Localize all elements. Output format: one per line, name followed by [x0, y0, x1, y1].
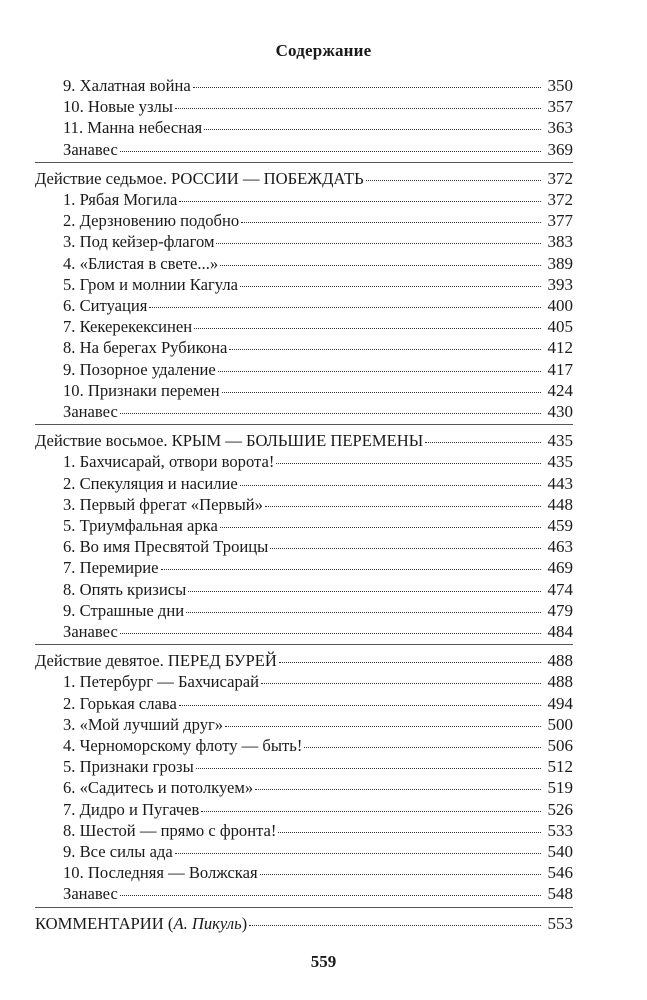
dot-leader: [229, 349, 541, 350]
toc-act-title: Действие девятое. ПЕРЕД БУРЕЙ: [35, 651, 277, 671]
toc-entry-page: 484: [547, 622, 573, 641]
toc-entry: [35, 862, 573, 884]
toc-commentary-page: 553: [547, 913, 573, 933]
toc-entry: [35, 96, 573, 118]
toc-entry-title: Занавес: [63, 139, 118, 159]
toc-entry: [35, 253, 573, 275]
dot-leader: [279, 662, 541, 663]
dot-leader: [220, 527, 541, 528]
toc-entry: [35, 189, 573, 211]
toc-entry: [35, 401, 573, 423]
toc-entry: [35, 337, 573, 359]
toc-entry-page: 540: [547, 842, 573, 861]
toc-entry-title: 7. Дидро и Пугачев: [63, 799, 200, 819]
toc-entry-title: 5. Триумфальная арка: [63, 516, 218, 535]
toc-entry-page: 506: [547, 736, 573, 755]
toc-entry: [35, 600, 573, 622]
toc-entry-page: 412: [547, 338, 573, 358]
dot-leader: [120, 895, 541, 896]
toc-entry: [35, 117, 573, 139]
commentary-label: КОММЕНТАРИИ (: [35, 913, 174, 933]
dot-leader: [149, 307, 541, 308]
toc-entry-title: 6. «Садитесь и потолкуем»: [63, 778, 254, 798]
toc-entry-page: 469: [547, 558, 573, 578]
page-number: 559: [310, 951, 337, 971]
toc-entry-page: 372: [547, 190, 573, 209]
dot-leader: [366, 180, 541, 181]
toc-entry: [35, 515, 573, 537]
dot-leader: [120, 151, 541, 152]
toc-entry-page: 526: [547, 799, 573, 819]
dot-leader: [278, 832, 541, 833]
toc-entry-title: 5. Гром и молнии Кагула: [63, 274, 238, 294]
toc-entry-title: 9. Все силы ада: [63, 842, 173, 861]
toc-entry-title: 6. Во имя Пресвятой Троицы: [63, 537, 269, 557]
toc-entry: [35, 316, 573, 338]
toc-act-title: Действие седьмое. РОССИИ — ПОБЕЖДАТЬ: [35, 168, 364, 188]
toc-entry-title: Занавес: [63, 884, 118, 904]
toc-entry: [35, 451, 573, 473]
toc-entry-page: 494: [547, 693, 573, 713]
toc-act-heading: [35, 168, 573, 190]
toc-entry-title: 2. Горькая слава: [63, 693, 177, 713]
toc-act-title: Действие восьмое. КРЫМ — БОЛЬШИЕ ПЕРЕМЕНЫ: [35, 431, 424, 451]
dot-leader: [120, 413, 541, 414]
toc-entry-title: 10. Признаки перемен: [63, 380, 220, 400]
toc-entry-title: Занавес: [63, 402, 118, 421]
toc-entry-title: 9. Страшные дни: [63, 600, 185, 620]
toc-act-page: 372: [547, 168, 573, 188]
toc-entry-page: 417: [547, 359, 573, 379]
toc-entry: [35, 295, 573, 317]
dot-leader: [255, 789, 541, 790]
section-divider: [35, 162, 573, 163]
dot-leader: [304, 747, 541, 748]
toc-entry-title: 8. Опять кризисы: [63, 579, 187, 599]
dot-leader: [186, 612, 541, 613]
toc-entry: [35, 756, 573, 778]
toc-entry-page: 424: [547, 380, 573, 400]
toc-entry-title: 2. Спекуляция и насилие: [63, 473, 238, 493]
toc-entry-title: 3. Под кейзер-флагом: [63, 232, 215, 252]
dot-leader: [194, 328, 541, 329]
toc-entry-title: 7. Кекерекексинен: [63, 317, 193, 337]
dot-leader: [276, 463, 541, 464]
dot-leader: [240, 286, 541, 287]
toc-entry-title: 4. Черноморскому флоту — быть!: [63, 736, 303, 755]
toc-entry-page: 474: [547, 579, 573, 599]
toc-entry-page: 488: [547, 672, 573, 692]
toc-entry-title: 5. Признаки грозы: [63, 757, 194, 777]
toc-entry-page: 393: [547, 274, 573, 294]
section-divider: [35, 424, 573, 425]
dot-leader: [425, 442, 541, 443]
toc-entry: [35, 621, 573, 643]
commentary-author: А. Пикуль: [173, 913, 242, 933]
toc-entry-page: 435: [547, 452, 573, 472]
toc-entry: [35, 210, 573, 232]
toc-entry-page: 405: [547, 317, 573, 337]
dot-leader: [261, 683, 541, 684]
toc-entry-title: 8. На берегах Рубикона: [63, 338, 228, 358]
toc-entry: [35, 714, 573, 736]
dot-leader: [120, 633, 541, 634]
dot-leader: [204, 129, 541, 130]
toc-entry: [35, 557, 573, 579]
toc-entry: [35, 380, 573, 402]
dot-leader: [179, 201, 541, 202]
commentary-paren-close: ): [241, 913, 248, 933]
toc-entry-page: 500: [547, 714, 573, 734]
toc-entry: [35, 139, 573, 161]
toc-entry-page: 350: [547, 76, 573, 95]
toc-entry: [35, 693, 573, 715]
dot-leader: [201, 811, 541, 812]
toc-entry: [35, 841, 573, 863]
section-divider: [35, 907, 573, 908]
toc-act-heading: [35, 650, 573, 672]
toc-entry-page: 377: [547, 211, 573, 231]
toc-entry: [35, 883, 573, 905]
dot-leader: [196, 768, 541, 769]
toc-entry-title: 8. Шестой — прямо с фронта!: [63, 820, 277, 840]
toc-entry: [35, 274, 573, 296]
toc-entry: [35, 777, 573, 799]
toc-entry-page: 443: [547, 473, 573, 493]
toc-commentary-title: [35, 913, 247, 935]
toc-entry: [35, 473, 573, 495]
toc-entry: [35, 231, 573, 253]
toc-entry: [35, 359, 573, 381]
toc-entry: [35, 671, 573, 693]
toc-entry-title: 1. Бахчисарай, отвори ворота!: [63, 452, 275, 472]
running-title: Содержание: [275, 41, 372, 60]
toc-act-page: 435: [547, 431, 573, 451]
toc-entry: [35, 494, 573, 516]
toc-entry-page: 479: [547, 600, 573, 620]
dot-leader: [270, 548, 541, 549]
dot-leader: [249, 925, 541, 926]
toc-entry: [35, 536, 573, 558]
toc-entry-page: 383: [547, 232, 573, 252]
dot-leader: [175, 108, 541, 109]
dot-leader: [175, 853, 541, 854]
toc-entry: [35, 735, 573, 757]
toc-entry-page: 512: [547, 757, 573, 777]
dot-leader: [188, 591, 541, 592]
dot-leader: [218, 371, 541, 372]
dot-leader: [240, 485, 541, 486]
toc-entry-title: 9. Позорное удаление: [63, 359, 216, 379]
dot-leader: [222, 392, 541, 393]
toc-entry-page: 400: [547, 296, 573, 315]
dot-leader: [220, 265, 541, 266]
toc-entry-page: 459: [547, 516, 573, 535]
dot-leader: [179, 705, 541, 706]
toc-entry-title: 3. «Мой лучший друг»: [63, 714, 224, 734]
toc-entry: [35, 820, 573, 842]
toc-entry-page: 363: [547, 118, 573, 138]
toc-entry: [35, 799, 573, 821]
toc-entry-title: 1. Рябая Могила: [63, 190, 178, 209]
toc-entry-page: 389: [547, 253, 573, 273]
toc-entry-page: 463: [547, 537, 573, 557]
dot-leader: [225, 726, 541, 727]
toc-entry-page: 546: [547, 863, 573, 883]
toc-entry-title: Занавес: [63, 622, 118, 641]
toc-entry-page: 369: [547, 139, 573, 159]
toc-entry-title: 1. Петербург — Бахчисарай: [63, 672, 260, 692]
toc-entry-page: 448: [547, 494, 573, 514]
toc-act-heading: [35, 430, 573, 452]
toc-commentary: [35, 913, 573, 935]
toc-entry-title: 10. Новые узлы: [63, 97, 173, 117]
toc-entry-title: 6. Ситуация: [63, 296, 148, 315]
toc-entry-title: 2. Дерзновению подобно: [63, 211, 240, 231]
toc-entry-title: 3. Первый фрегат «Первый»: [63, 494, 263, 514]
toc-entry-title: 11. Манна небесная: [63, 118, 203, 138]
toc-entry: [35, 75, 573, 97]
toc-entry-title: 4. «Блистая в свете...»: [63, 253, 219, 273]
toc-entry-page: 357: [547, 97, 573, 117]
dot-leader: [193, 87, 541, 88]
dot-leader: [265, 506, 541, 507]
toc-entry-page: 533: [547, 820, 573, 840]
toc-entry-page: 519: [547, 778, 573, 798]
dot-leader: [216, 243, 541, 244]
toc-entry-page: 430: [547, 402, 573, 421]
toc-entry-title: 7. Перемирие: [63, 558, 159, 578]
dot-leader: [161, 569, 541, 570]
toc-entry: [35, 579, 573, 601]
dot-leader: [260, 874, 541, 875]
toc-act-page: 488: [547, 651, 573, 671]
toc-entry-page: 548: [547, 884, 573, 904]
section-divider: [35, 644, 573, 645]
toc-entry-title: 9. Халатная война: [63, 76, 191, 95]
toc-entry-title: 10. Последняя — Волжская: [63, 863, 258, 883]
dot-leader: [241, 222, 541, 223]
